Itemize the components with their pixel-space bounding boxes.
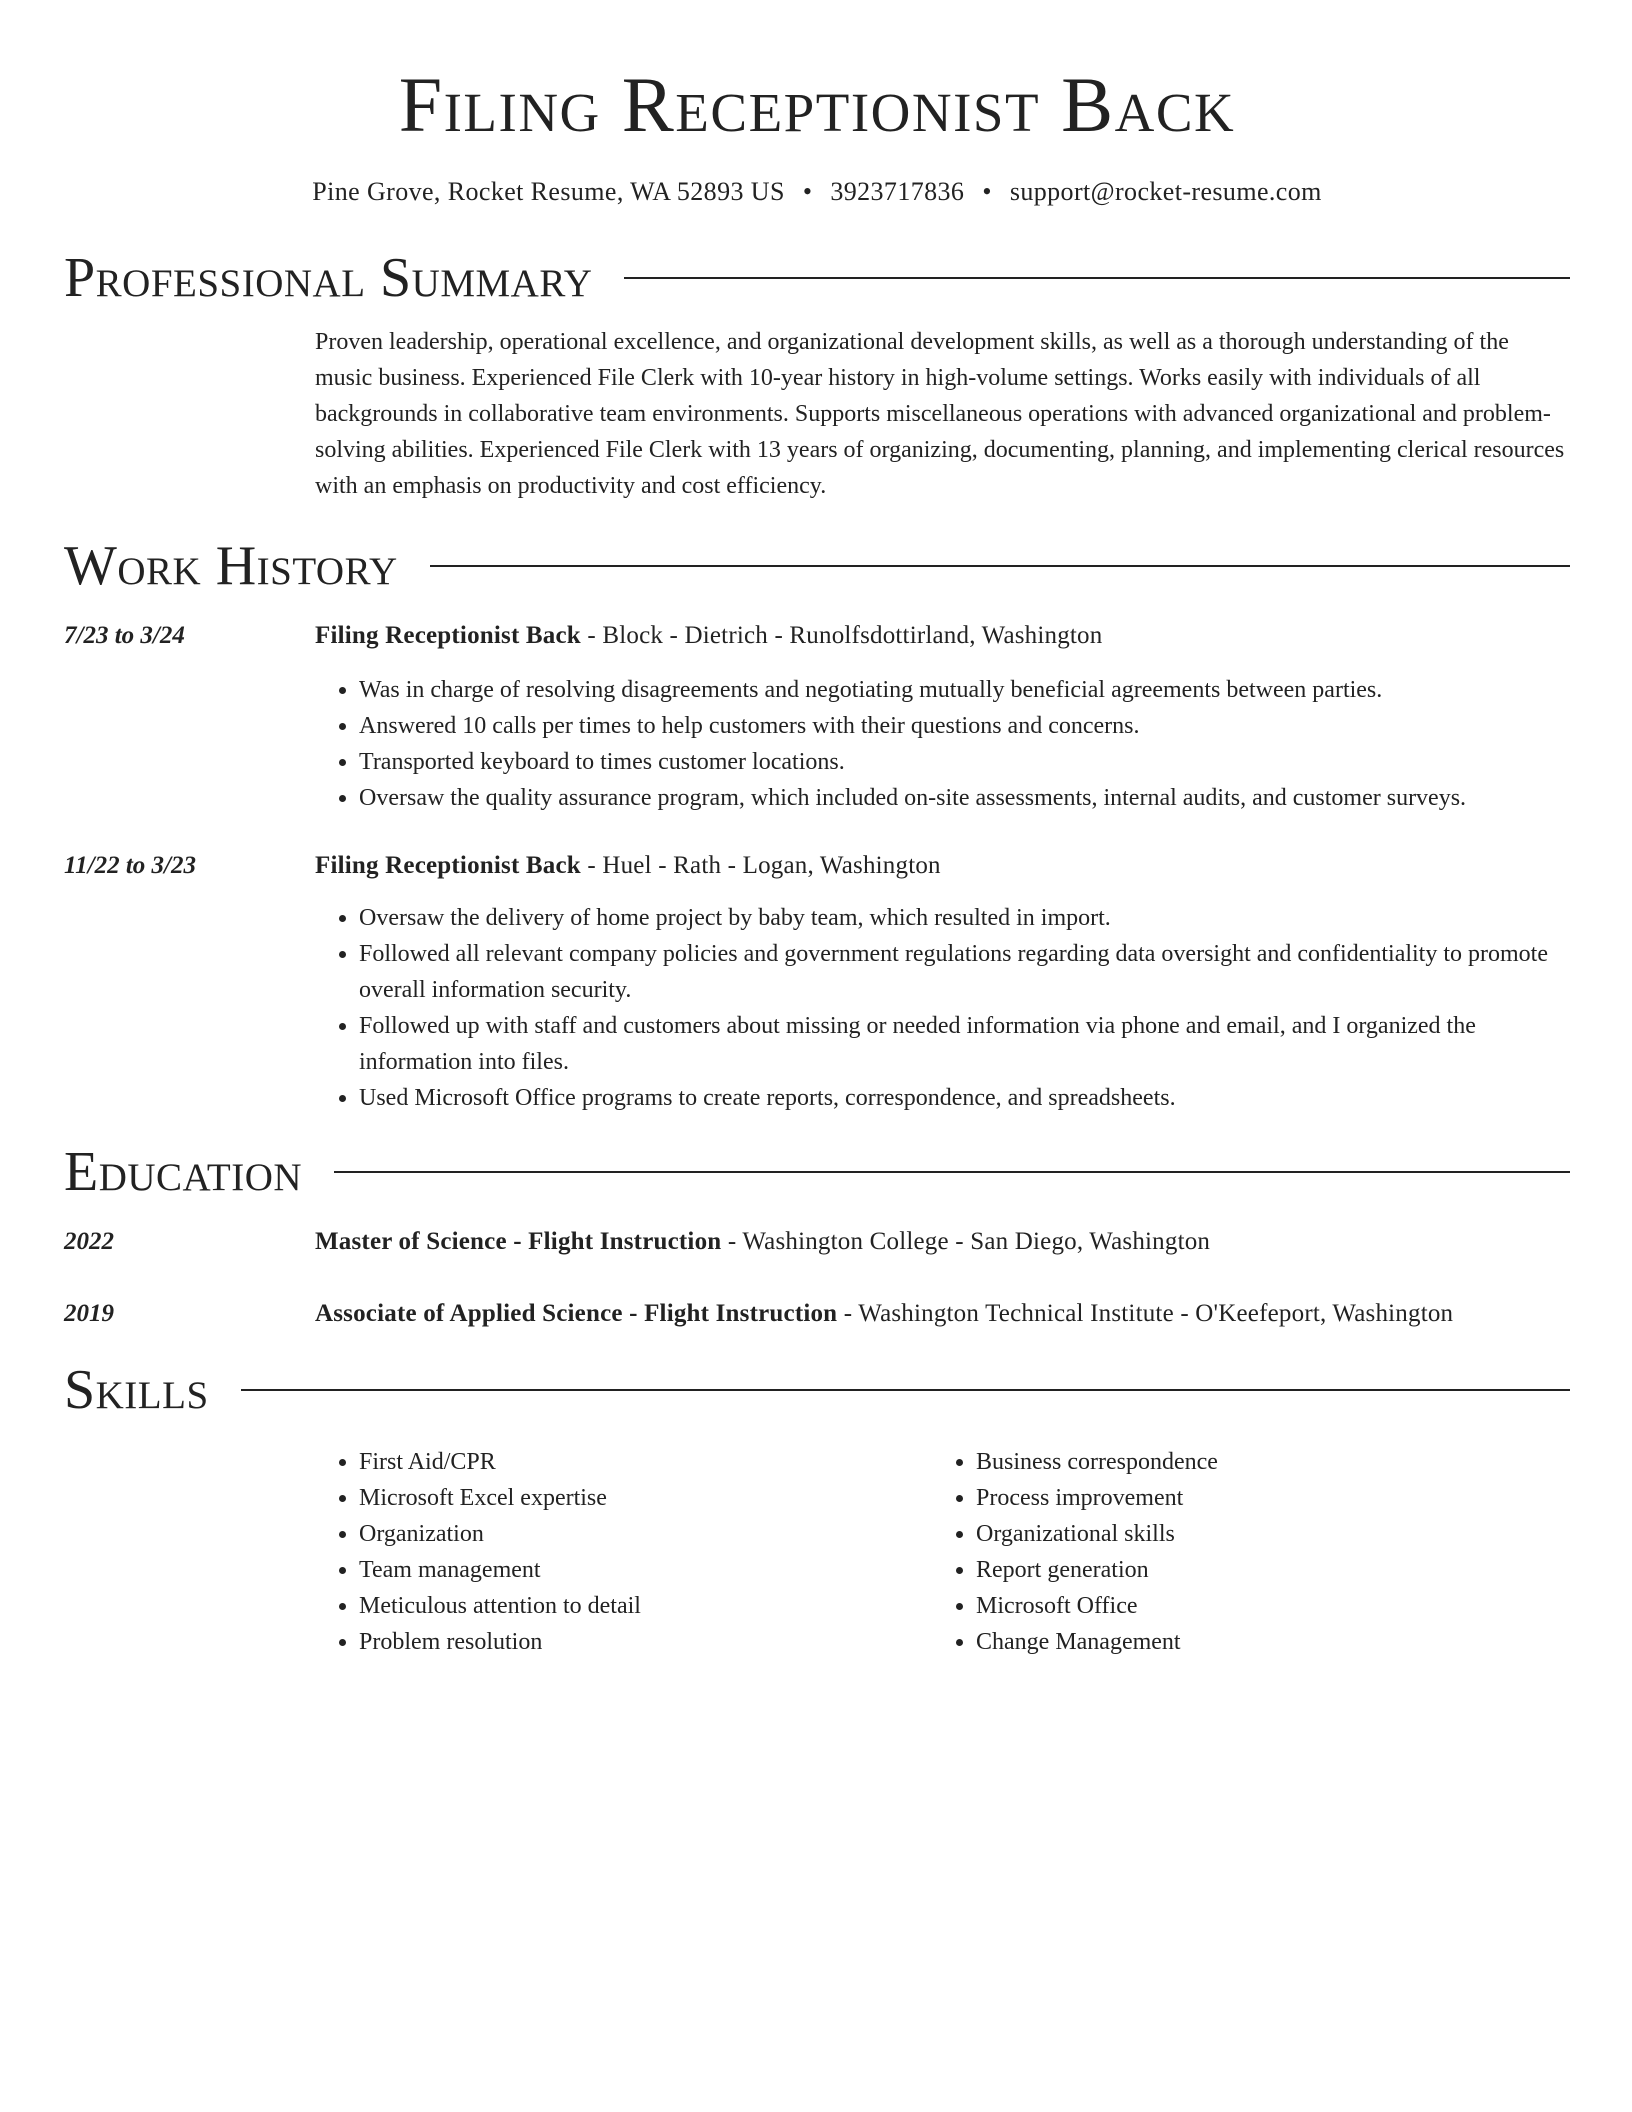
contact-separator: • — [982, 177, 992, 206]
job-title: Filing Receptionist Back — [315, 852, 581, 879]
email: support@rocket-resume.com — [1009, 177, 1322, 206]
contact-line — [64, 174, 1570, 210]
job-dates: 7/23 to 3/24 — [64, 622, 185, 649]
skill-item: • Organizational skills — [976, 1516, 1549, 1552]
skills-column-right — [932, 1444, 1549, 1660]
skill-item: • Meticulous attention to detail — [359, 1588, 932, 1624]
section-title-skills: Skills — [64, 1359, 209, 1421]
job-title: Filing Receptionist Back — [315, 622, 581, 649]
section-title-summary: Professional Summary — [64, 247, 593, 309]
skill-item: • Organization — [359, 1516, 932, 1552]
skills-column-left — [315, 1444, 932, 1660]
job-bullet: • Followed up with staff and customers about missing or needed information via phone and email, and I organized the information into files. — [359, 1008, 1570, 1080]
job-bullet: • Was in charge of resolving disagreements and negotiating mutually beneficial agreements between parties. — [359, 672, 1570, 708]
job-employer: - Block - Dietrich - Runolfsdottirland, Washington — [580, 622, 1103, 649]
contact-separator: • — [802, 177, 813, 206]
skill-item: • Microsoft Excel expertise — [359, 1480, 932, 1516]
job-bullet: • Used Microsoft Office programs to create reports, correspondence, and spreadsheets. — [359, 1080, 1570, 1116]
section-header-education — [64, 1140, 1570, 1204]
education-degree: Master of Science - Flight Instruction — [315, 1228, 722, 1255]
skill-item: • Change Management — [976, 1624, 1549, 1660]
education-year: 2019 — [64, 1300, 114, 1327]
education-school: - Washington College - San Diego, Washington — [721, 1228, 1211, 1255]
education-entry — [64, 1296, 1570, 1332]
job-bullet: • Transported keyboard to times customer locations. — [359, 744, 1570, 780]
candidate-name: Filing Receptionist Back — [398, 61, 1236, 148]
job-employer: - Huel - Rath - Logan, Washington — [580, 852, 941, 879]
job-bullet: • Answered 10 calls per times to help customers with their questions and concerns. — [359, 708, 1570, 744]
section-header-work — [64, 534, 1570, 598]
job-content — [315, 618, 1570, 816]
education-school: - Washington Technical Institute - O'Keefeport, Washington — [837, 1300, 1454, 1327]
education-content — [315, 1296, 1570, 1332]
section-divider — [624, 277, 1570, 279]
section-header-skills — [64, 1358, 1570, 1422]
section-title-education: Education — [64, 1141, 303, 1203]
section-divider — [430, 565, 1570, 567]
job-entry — [64, 848, 1570, 1116]
education-degree: Associate of Applied Science - Flight Instruction — [315, 1300, 838, 1327]
job-bullet: • Followed all relevant company policies and government regulations regarding data oversight and confidentiality to promote overall information security. — [359, 936, 1570, 1008]
job-bullets — [315, 672, 1570, 816]
section-header-summary — [64, 246, 1570, 310]
job-entry — [64, 618, 1570, 816]
job-title-line — [315, 848, 1570, 884]
skill-item: • Business correspondence — [976, 1444, 1549, 1480]
section-title-work: Work History — [64, 535, 398, 597]
skill-item: • Problem resolution — [359, 1624, 932, 1660]
skill-item: • First Aid/CPR — [359, 1444, 932, 1480]
job-bullets — [315, 900, 1570, 1116]
job-content — [315, 848, 1570, 1116]
skill-item: • Process improvement — [976, 1480, 1549, 1516]
skill-item: • Microsoft Office — [976, 1588, 1549, 1624]
section-divider — [241, 1389, 1570, 1391]
summary-text: Proven leadership, operational excellence, and organizational development skills, as well as a thorough understanding of the music business. Experienced File Clerk with 10-year history in high-volume settings. Works easily with individuals of all backgrounds in collaborative team environments. Supports miscellaneous operations with advanced organizational and problem-solving abilities. Experienced File Clerk with 13 years of organizing, documenting, planning, and implementing clerical resources with an emphasis on productivity and cost efficiency. — [315, 329, 1565, 499]
skill-item: • Report generation — [976, 1552, 1549, 1588]
skill-item: • Team management — [359, 1552, 932, 1588]
section-divider — [334, 1171, 1570, 1173]
education-content — [315, 1224, 1570, 1260]
skills-list — [315, 1444, 1570, 1660]
job-bullet: • Oversaw the quality assurance program, which included on-site assessments, internal audits, and customer surveys. — [359, 780, 1570, 816]
job-title-line — [315, 618, 1570, 654]
job-dates: 11/22 to 3/23 — [64, 852, 196, 879]
address: Pine Grove, Rocket Resume, WA 52893 US — [312, 177, 785, 206]
resume-page — [64, 0, 1570, 1660]
job-bullet: • Oversaw the delivery of home project by baby team, which resulted in import. — [359, 900, 1570, 936]
education-entry — [64, 1224, 1570, 1260]
phone: 3923717836 — [830, 177, 965, 206]
education-year: 2022 — [64, 1228, 114, 1255]
